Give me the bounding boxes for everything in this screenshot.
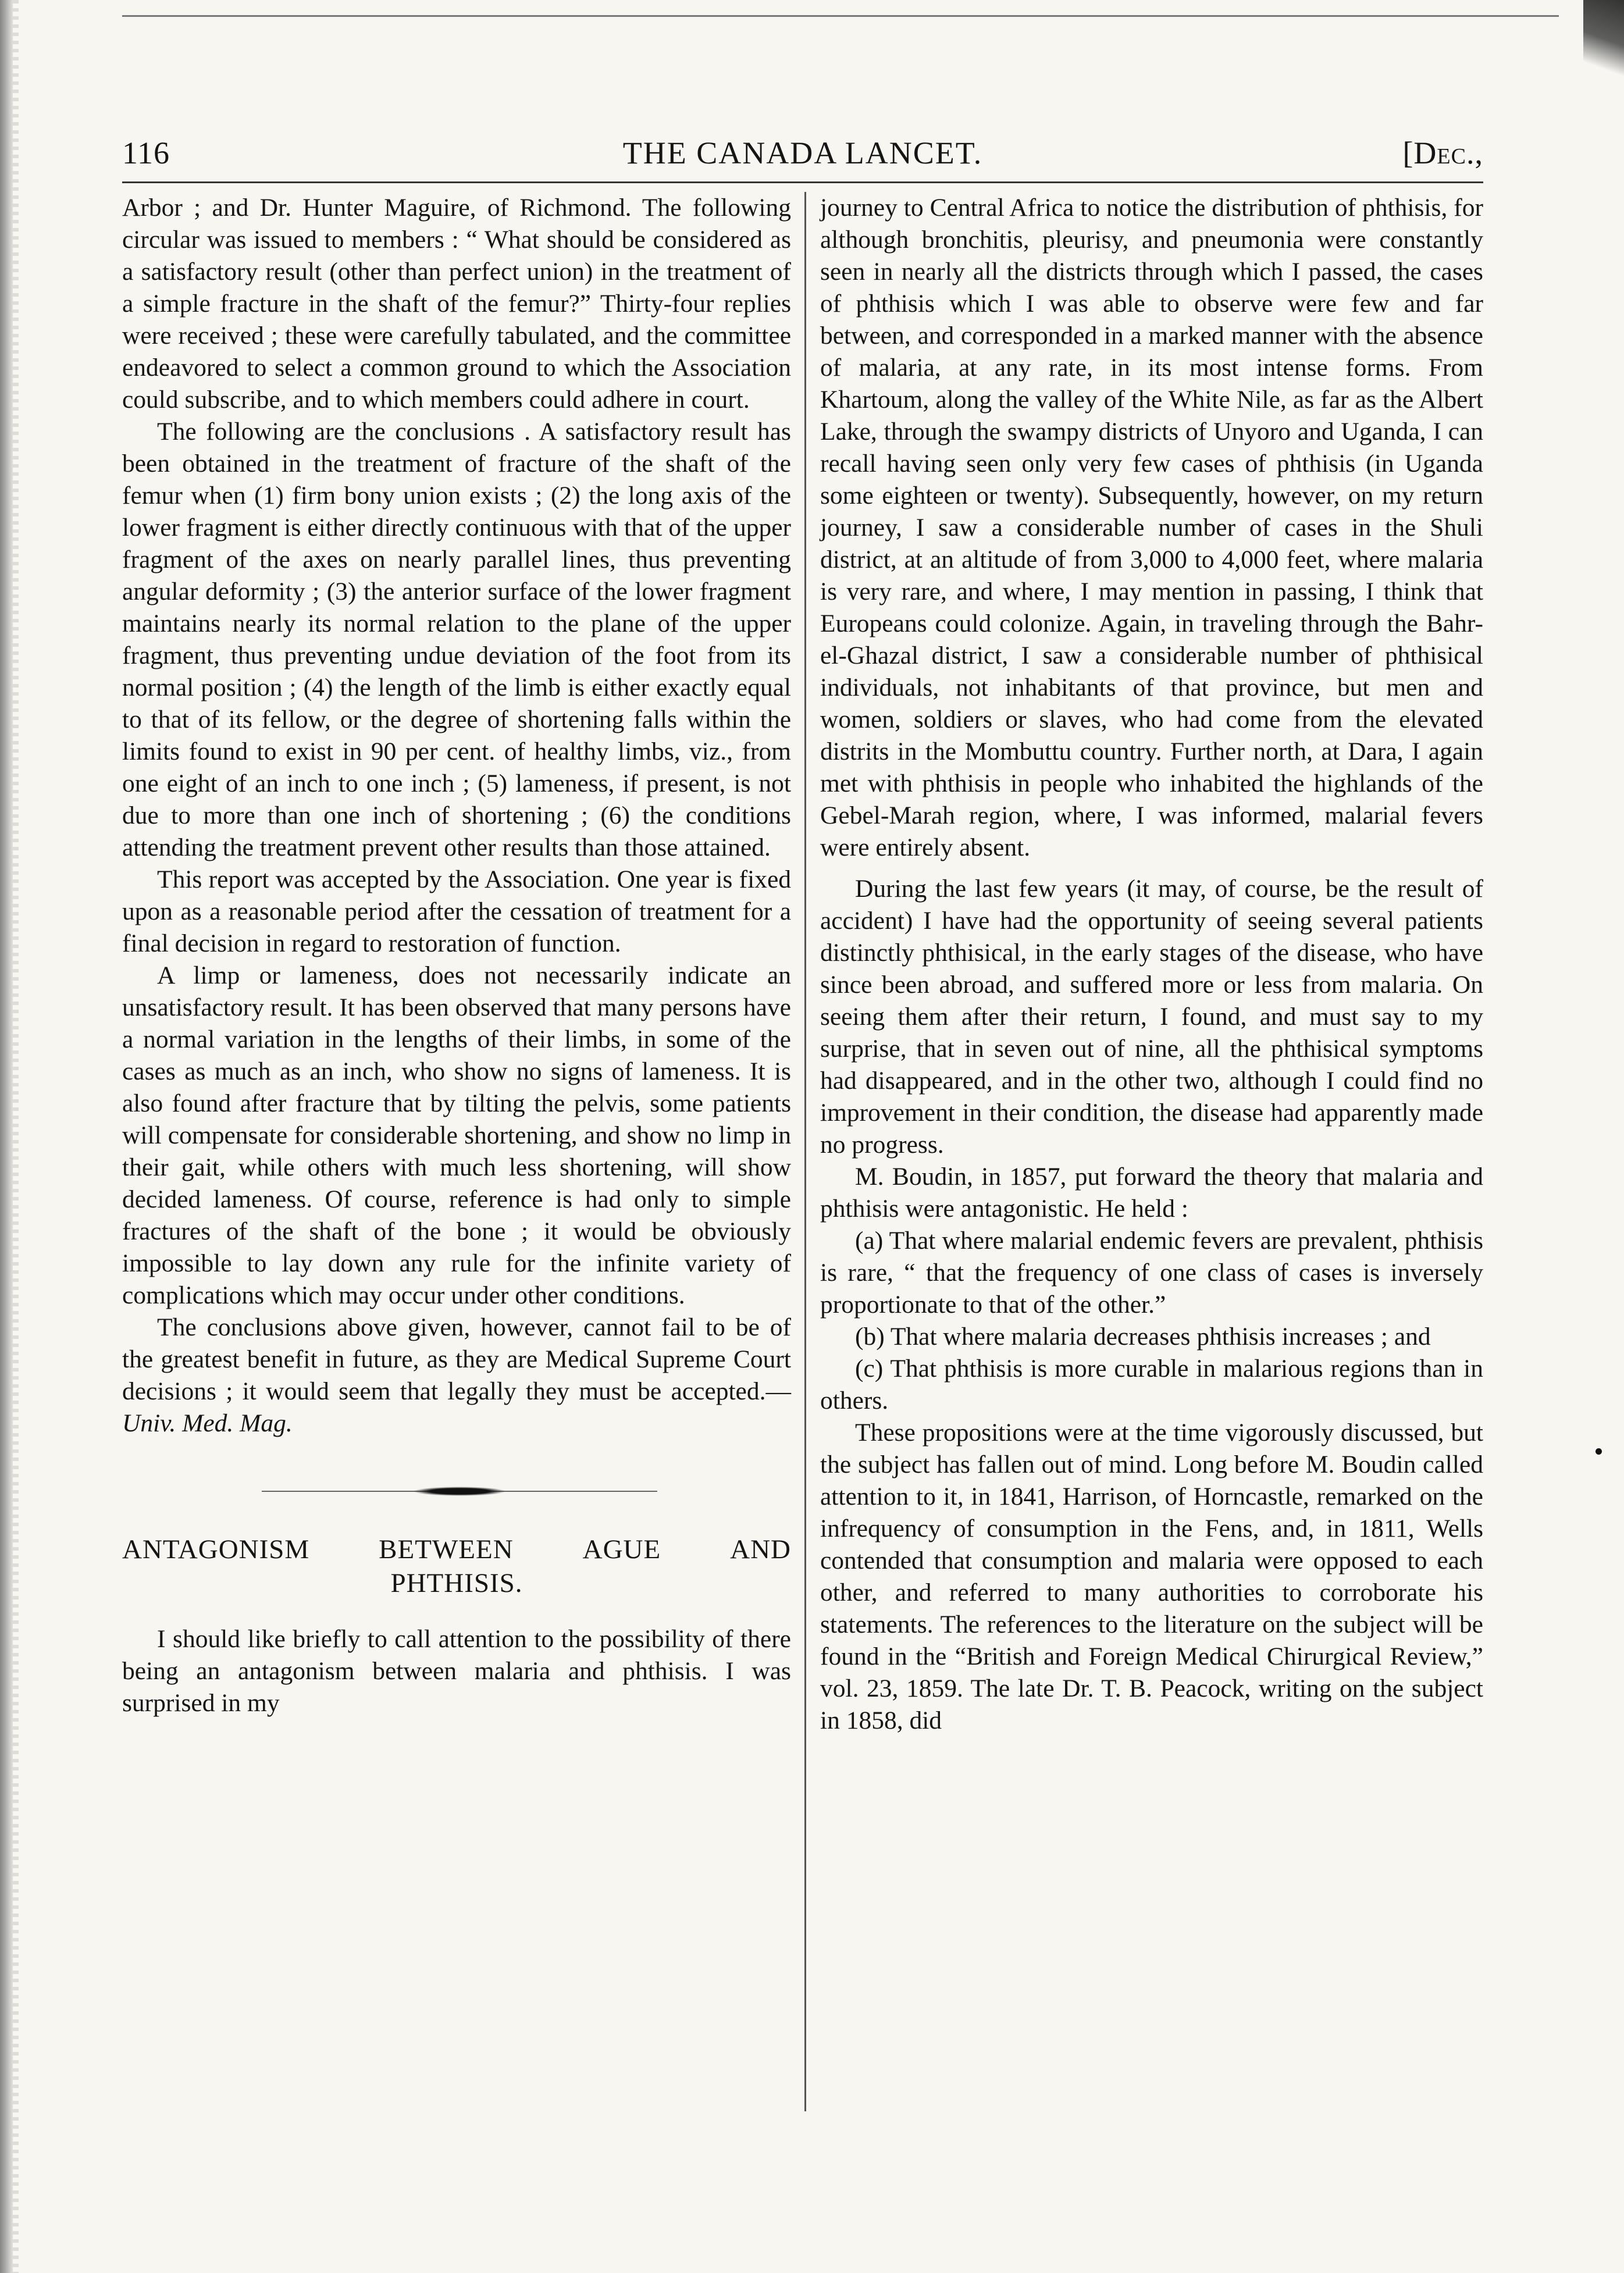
source-citation: Univ. Med. Mag.: [122, 1409, 293, 1437]
right-column: [820, 192, 1483, 1737]
binding-edge: [0, 0, 13, 2273]
paragraph: The following are the conclusions . A satisfactory result has been obtained in the treatment of fracture of the shaft of the femur when (1) firm bony union exists ; (2) the long axis of the lower fragment is either directly continuous with that of the upper fragment of the axes on nearly parallel lines, thus preventing angular deformity ; (3) the anterior surface of the lower fragment maintains nearly its normal relation to the plane of the upper fragment, thus preventing undue deviation of the foot from its normal position ; (4) the length of the limb is either exactly equal to that of its fellow, or the degree of shortening falls within the limits found to exist in 90 per cent. of healthy limbs, viz., from one eight of an inch to one inch ; (5) lameness, if present, is not due to more than one inch of shortening ; (6) the conditions attending the treatment prevent other results than those attained.: [122, 418, 791, 861]
proposition-label: (b): [855, 1323, 885, 1351]
page-number: 116: [122, 136, 170, 170]
paragraph: During the last few years (it may, of course, be the result of accident) I have had the opportunity of seeing several patients distinctly phthisical, in the early stages of the disease, who have since been abroad, and suffered more or less from malaria. On seeing them after their return, I found, and must say to my surprise, that in seven out of nine, all the phthisical symptoms had disappeared, and in the other two, although I could find no improvement in their condition, the disease had apparently made no progress.: [820, 875, 1483, 1159]
proposition-label: (c): [855, 1355, 884, 1383]
proposition-label: (a): [855, 1227, 884, 1255]
paragraph: I should like briefly to call attention to the possibility of there being an antagonism between malaria and phthisis. I was surprised in my: [122, 1625, 791, 1717]
binding-stitching: [13, 0, 19, 2273]
header-rule: [122, 181, 1483, 183]
issue-date: [Dec.,: [1402, 136, 1483, 170]
heading-word: AGUE: [582, 1534, 661, 1565]
paragraph: [122, 1312, 791, 1440]
section-heading: [122, 1533, 791, 1600]
paragraph: M. Boudin, in 1857, put forward the theory that malaria and phthisis were antagonistic. He held :: [820, 1163, 1483, 1223]
proposition: [820, 1225, 1483, 1321]
proposition-text: That where malarial endemic fevers are prevalent, phthisis is rare, “ that the frequency of one class of cases is inversely proportionate to that of the other.”: [820, 1227, 1483, 1319]
proposition-text: That phthisis is more curable in malarious regions than in others.: [820, 1355, 1484, 1415]
paragraph: journey to Central Africa to notice the distribution of phthisis, for although bronchitis, pleurisy, and pneumonia were constantly seen in nearly all the districts through which I passed, the cases of phthisis which I was able to observe were few and far between, and corresponded in a marked manner with the absence of malaria, at any rate, in its most intense forms. From Khartoum, along the valley of the White Nile, as far as the Albert Lake, through the swampy districts of Unyoro and Uganda, I can recall having seen only very few cases of phthisis (in Uganda some eighteen or twenty). Subsequently, however, on my return journey, I saw a considerable number of cases in the Shuli district, at an altitude of from 3,000 to 4,000 feet, where malaria is very rare, and where, I may mention in passing, I think that Europeans could colonize. Again, in traveling through the Bahr-el-Ghazal district, I saw a considerable number of phthisical individuals, not inhabitants of that province, but men and women, soldiers or slaves, who had come from the elevated distrits in the Mombuttu country. Further north, at Dara, I again met with phthisis in people who inhabited the highlands of the Gebel-Marah region, where, I was informed, malarial fevers were entirely absent.: [820, 194, 1483, 861]
running-header: [122, 129, 1483, 176]
proposition: [820, 1353, 1483, 1417]
section-divider-ornament: [122, 1474, 791, 1509]
paragraph: These propositions were at the time vigorously discussed, but the subject has fallen out of mind. Long before M. Boudin called attention to it, in 1841, Harrison, of Horncastle, remarked on the infrequency of consumption in the Fens, and, in 1811, Wells contended that consumption and malaria were opposed to each other, and referred to many authorities to corroborate his statements. The references to the literature on the subject will be found in the “British and Foreign Medical Chirurgical Review,” vol. 23, 1859. The late Dr. T. B. Peacock, writing on the subject in 1858, did: [820, 1419, 1483, 1734]
paragraph-text: The conclusions above given, however, cannot fail to be of the greatest benefit in future, as they are Medical Supreme Court decisions ; it would seem that legally they must be accepted.—: [122, 1313, 791, 1405]
heading-word: BETWEEN: [379, 1534, 514, 1565]
margin-ink-mark: [1595, 1448, 1602, 1455]
page-corner-shadow: [1583, 0, 1624, 87]
proposition-text: That where malaria decreases phthisis increases ; and: [890, 1323, 1431, 1351]
left-column: [122, 192, 791, 1719]
column-divider: [804, 192, 806, 2111]
section-heading-line: [122, 1533, 791, 1566]
paragraph: Arbor ; and Dr. Hunter Maguire, of Richmond. The following circular was issued to members : “ What should be considered as a satisfactory result (other than perfect union) in the treatment of a simple fracture in the shaft of the femur?” Thirty-four replies were received ; these were carefully tabulated, and the committee endeavored to select a common ground to which the Association could subscribe, and to which members could adhere in court.: [122, 194, 791, 414]
heading-word: ANTAGONISM: [122, 1534, 310, 1565]
proposition: [820, 1321, 1483, 1353]
section-heading-line: PHTHISIS.: [390, 1568, 523, 1598]
journal-title: THE CANADA LANCET.: [622, 136, 983, 170]
divider-swell: [413, 1487, 506, 1496]
heading-word: AND: [730, 1534, 791, 1565]
paragraph: This report was accepted by the Association. One year is fixed upon as a reasonable period after the cessation of treatment for a final decision in regard to restoration of function.: [122, 865, 791, 957]
top-edge-rule: [122, 15, 1559, 17]
paragraph: A limp or lameness, does not necessarily indicate an unsatisfactory result. It has been observed that many persons have a normal variation in the lengths of their limbs, in some of the cases as much as an inch, who show no signs of lameness. It is also found after fracture that by tilting the pelvis, some patients will compensate for considerable shortening, and show no limp in their gait, while others with much less shortening, will show decided lameness. Of course, reference is had only to simple fractures of the shaft of the bone ; it would be obviously impossible to lay down any rule for the infinite variety of complications which may occur under other conditions.: [122, 961, 791, 1309]
